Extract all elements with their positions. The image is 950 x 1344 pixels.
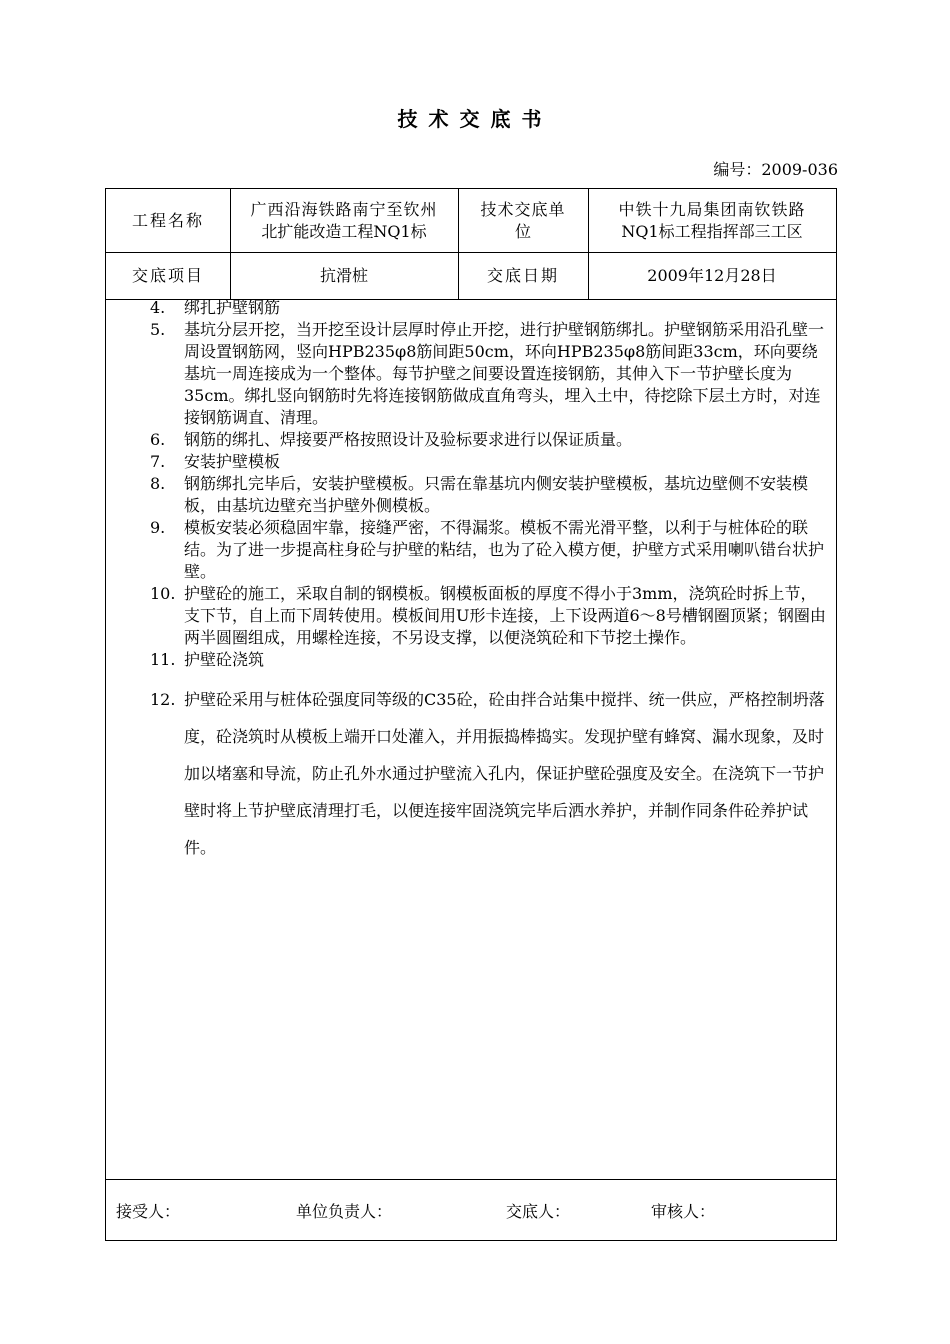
unit-value <box>588 189 836 252</box>
item-number: 7. <box>150 452 166 471</box>
list-item <box>150 297 830 319</box>
disclosure-form <box>105 188 837 1241</box>
project-name-line: 北扩能改造工程NQ1标 <box>261 221 427 241</box>
item-text: 钢筋绑扎完毕后，安装护壁模板。只需在靠基坑内侧安装护壁模板，基坑边壁侧不安装模板，由基坑边壁充当护壁外侧模板。 <box>184 474 809 515</box>
date-value: 2009年12月28日 <box>647 265 777 285</box>
unit-label-line: 技术交底单 <box>480 199 566 219</box>
list-item <box>150 649 830 671</box>
item-number: 6. <box>150 430 166 449</box>
project-name-label: 工程名称 <box>131 210 204 230</box>
disclosure-content <box>150 297 830 866</box>
item-number: 11. <box>150 650 176 669</box>
item-text: 安装护壁模板 <box>184 452 281 471</box>
item-number: 9. <box>150 518 166 537</box>
item-label: 交底项目 <box>131 265 204 285</box>
list-item <box>150 429 830 451</box>
item-text: 钢筋的绑扎、焊接要严格按照设计及验标要求进行以保证质量。 <box>184 430 633 449</box>
unit-head-signature-label: 单位负责人： <box>296 1202 393 1221</box>
document-title: 技术交底书 <box>397 107 553 131</box>
unit-line: 中铁十九局集团南钦铁路 <box>618 199 806 219</box>
list-item <box>150 319 830 429</box>
unit-label-line: 位 <box>514 221 531 241</box>
list-item <box>150 517 830 583</box>
list-item <box>150 451 830 473</box>
item-number: 4. <box>150 298 166 317</box>
unit-line: NQ1标工程指挥部三工区 <box>621 221 803 241</box>
receiver-signature-label: 接受人： <box>116 1202 181 1221</box>
unit-label <box>458 189 588 252</box>
item-number: 12. <box>150 690 176 709</box>
item-value: 抗滑桩 <box>319 265 368 285</box>
row-divider <box>106 1179 836 1180</box>
item-text: 绑扎护壁钢筋 <box>184 298 281 317</box>
list-item <box>150 681 830 866</box>
item-text: 基坑分层开挖，当开挖至设计层厚时停止开挖，进行护壁钢筋绑扎。护壁钢筋采用沿孔壁一周设置钢筋网，竖向HPB235φ8筋间距50cm，环向HPB235φ8筋间距33cm，环向要绕基坑一周连接成为一个整体。每节护壁之间要设置连接钢筋，其伸入下一节护壁长度为35cm。绑扎竖向钢筋时先将连接钢筋做成直角弯头，埋入土中，待挖除下层土方时，对连接钢筋调直、清理。 <box>184 320 825 427</box>
project-name-value <box>230 189 458 252</box>
reviewer-signature-label: 审核人： <box>651 1202 716 1221</box>
item-number: 8. <box>150 474 166 493</box>
item-text: 护壁砼浇筑 <box>184 650 265 669</box>
list-item <box>150 473 830 517</box>
item-text: 模板安装必须稳固牢靠，接缝严密，不得漏浆。模板不需光滑平整，以利于与桩体砼的联结。为了进一步提高柱身砼与护壁的粘结，也为了砼入模方便，护壁方式采用喇叭错台状护壁。 <box>184 518 825 581</box>
item-text: 护壁砼采用与桩体砼强度同等级的C35砼，砼由拌合站集中搅拌、统一供应，严格控制坍落度，砼浇筑时从模板上端开口处灌入，并用振捣棒捣实。发现护壁有蜂窝、漏水现象，及时加以堵塞和导流，防止孔外水通过护壁流入孔内，保证护壁砼强度及安全。在浇筑下一节护壁时将上节护壁底清理打毛，以便连接牢固浇筑完毕后洒水养护，并制作同条件砼养护试件。 <box>184 690 825 857</box>
item-number: 5. <box>150 320 166 339</box>
project-name-line: 广西沿海铁路南宁至钦州 <box>250 199 438 219</box>
list-item <box>150 583 830 649</box>
document-number: 编号：2009-036 <box>713 160 838 179</box>
presenter-signature-label: 交底人： <box>506 1202 571 1221</box>
item-text: 护壁砼的施工，采取自制的钢模板。钢模板面板的厚度不得小于3mm，浇筑砼时拆上节，支下节，自上而下周转使用。模板间用U形卡连接，上下设两道6～8号槽钢圈顶紧；钢圈由两半圆圈组成，用螺栓连接，不另设支撑，以便浇筑砼和下节挖土操作。 <box>184 584 826 647</box>
item-number: 10. <box>150 584 176 603</box>
date-label: 交底日期 <box>486 265 559 285</box>
